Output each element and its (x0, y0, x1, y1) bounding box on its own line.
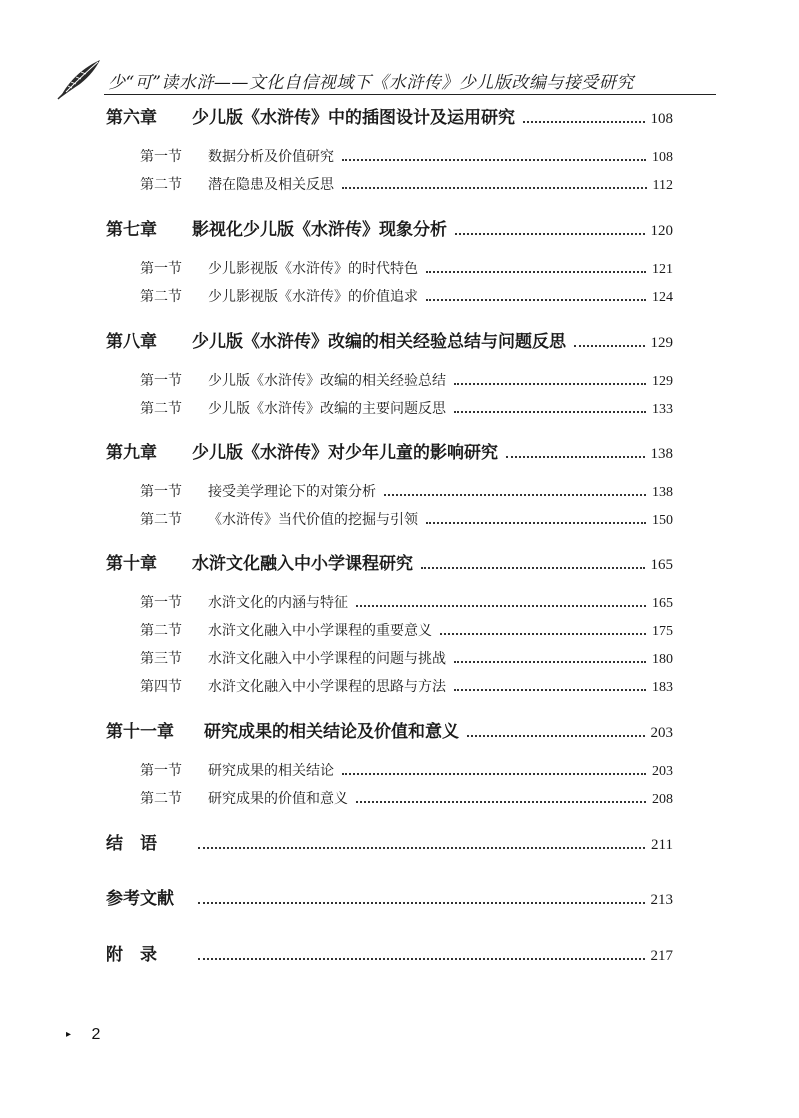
section-label: 第一节 (140, 595, 182, 611)
chapter-title: 研究成果的相关结论及价值和意义 (204, 722, 459, 742)
page-number: 112 (652, 178, 673, 193)
dot-leader (454, 382, 646, 385)
dot-leader (440, 632, 646, 635)
toc-section[interactable] (140, 370, 673, 390)
page-number: 138 (650, 446, 673, 462)
section-title: 接受美学理论下的对策分析 (208, 484, 376, 500)
chapter-title: 影视化少儿版《水浒传》现象分析 (192, 220, 447, 240)
dot-leader (454, 688, 646, 691)
section-label: 第一节 (140, 484, 182, 500)
section-title: 少儿版《水浒传》改编的主要问题反思 (208, 401, 446, 417)
chapter-label: 第六章 (106, 108, 157, 128)
dot-leader (455, 232, 645, 235)
toc-section[interactable] (140, 648, 673, 668)
section-label: 第二节 (140, 512, 182, 528)
toc-section[interactable] (140, 286, 673, 306)
page-number: 217 (650, 948, 673, 964)
section-label: 第二节 (140, 791, 182, 807)
toc-chapter-11[interactable] (106, 717, 673, 742)
dot-leader (198, 846, 645, 849)
chapter-label: 第八章 (106, 332, 157, 352)
toc-chapter-7[interactable] (106, 215, 673, 240)
page-number: 150 (652, 513, 673, 528)
section-label: 第二节 (140, 401, 182, 417)
page-number: 213 (650, 892, 673, 908)
toc-chapter-10[interactable] (106, 549, 673, 574)
chapter-label: 第七章 (106, 220, 157, 240)
running-header (56, 58, 716, 100)
section-title: 《水浒传》当代价值的挖掘与引领 (208, 512, 418, 528)
page-number: 121 (652, 262, 673, 277)
page-number: 124 (652, 290, 673, 305)
page-number: 133 (652, 402, 673, 417)
dot-leader (342, 158, 646, 161)
chapter-label: 第十章 (106, 554, 157, 574)
page-number: 108 (650, 111, 673, 127)
section-title: 少儿影视版《水浒传》的时代特色 (208, 261, 418, 277)
section-title: 水浒文化融入中小学课程的重要意义 (208, 623, 432, 639)
dot-leader (421, 566, 645, 569)
section-title: 水浒文化融入中小学课程的问题与挑战 (208, 651, 446, 667)
dot-leader (506, 455, 645, 458)
dot-leader (342, 186, 647, 189)
section-title: 水浒文化的内涵与特征 (208, 595, 348, 611)
page-footer (66, 1026, 100, 1044)
toc-section[interactable] (140, 258, 673, 278)
dot-leader (426, 298, 646, 301)
section-label: 第二节 (140, 289, 182, 305)
page-number: 165 (650, 557, 673, 573)
section-title: 潜在隐患及相关反思 (208, 177, 334, 193)
section-label: 第四节 (140, 679, 182, 695)
dot-leader (574, 344, 645, 347)
section-title: 数据分析及价值研究 (208, 149, 334, 165)
triangle-marker-icon: ▸ (66, 1029, 72, 1040)
dot-leader (342, 772, 646, 775)
toc-conclusion[interactable] (106, 829, 673, 854)
chapter-label: 第九章 (106, 443, 157, 463)
chapter-title: 少儿版《水浒传》改编的相关经验总结与问题反思 (192, 332, 566, 352)
section-label: 第二节 (140, 623, 182, 639)
toc-section[interactable] (140, 592, 673, 612)
header-rule (104, 94, 716, 95)
section-title: 水浒文化融入中小学课程的思路与方法 (208, 679, 446, 695)
page-number: 129 (650, 335, 673, 351)
page-number: 138 (652, 485, 673, 500)
toc-chapter-9[interactable] (106, 438, 673, 463)
chapter-title: 少儿版《水浒传》中的插图设计及运用研究 (192, 108, 515, 128)
section-title: 少儿版《水浒传》改编的相关经验总结 (208, 373, 446, 389)
page-number: 203 (652, 764, 673, 779)
toc-section[interactable] (140, 676, 673, 696)
page-number: 183 (652, 680, 673, 695)
header-title: 少“可”读水浒——文化自信视域下《水浒传》少儿版改编与接受研究 (108, 73, 634, 93)
toc-chapter-6[interactable] (106, 103, 673, 128)
page-number: 108 (652, 150, 673, 165)
toc-section[interactable] (140, 760, 673, 780)
toc-appendix[interactable] (106, 940, 673, 965)
page-number: 208 (652, 792, 673, 807)
toc-section[interactable] (140, 146, 673, 166)
toc-section[interactable] (140, 509, 673, 529)
dot-leader (426, 521, 646, 524)
dot-leader (454, 410, 646, 413)
section-title: 少儿影视版《水浒传》的价值追求 (208, 289, 418, 305)
quill-pen-icon (56, 58, 106, 100)
dot-leader (454, 660, 646, 663)
toc-references[interactable] (106, 884, 673, 909)
page-number: 180 (652, 652, 673, 667)
dot-leader (523, 120, 645, 123)
page-number: 120 (650, 223, 673, 239)
toc-chapter-8[interactable] (106, 327, 673, 352)
dot-leader (198, 901, 645, 904)
section-label: 第一节 (140, 373, 182, 389)
toc-section[interactable] (140, 481, 673, 501)
conclusion-label: 结 语 (106, 834, 157, 854)
toc-section[interactable] (140, 788, 673, 808)
toc-section[interactable] (140, 398, 673, 418)
page-number: 129 (652, 374, 673, 389)
appendix-label: 附 录 (106, 945, 157, 965)
toc-section[interactable] (140, 620, 673, 640)
dot-leader (356, 604, 646, 607)
section-title: 研究成果的价值和意义 (208, 791, 348, 807)
dot-leader (467, 734, 645, 737)
dot-leader (356, 800, 646, 803)
chapter-label: 第十一章 (106, 722, 174, 742)
page-number: 175 (652, 624, 673, 639)
section-label: 第一节 (140, 261, 182, 277)
dot-leader (384, 493, 646, 496)
section-label: 第二节 (140, 177, 182, 193)
dot-leader (426, 270, 646, 273)
section-title: 研究成果的相关结论 (208, 763, 334, 779)
page-number: 211 (651, 837, 673, 853)
chapter-title: 少儿版《水浒传》对少年儿童的影响研究 (192, 443, 498, 463)
section-label: 第三节 (140, 651, 182, 667)
footer-page-number: 2 (91, 1026, 101, 1043)
page-number: 165 (652, 596, 673, 611)
chapter-title: 水浒文化融入中小学课程研究 (192, 554, 413, 574)
section-label: 第一节 (140, 149, 182, 165)
references-label: 参考文献 (106, 889, 174, 909)
page-number: 203 (650, 725, 673, 741)
section-label: 第一节 (140, 763, 182, 779)
toc-section[interactable] (140, 174, 673, 194)
dot-leader (198, 957, 645, 960)
